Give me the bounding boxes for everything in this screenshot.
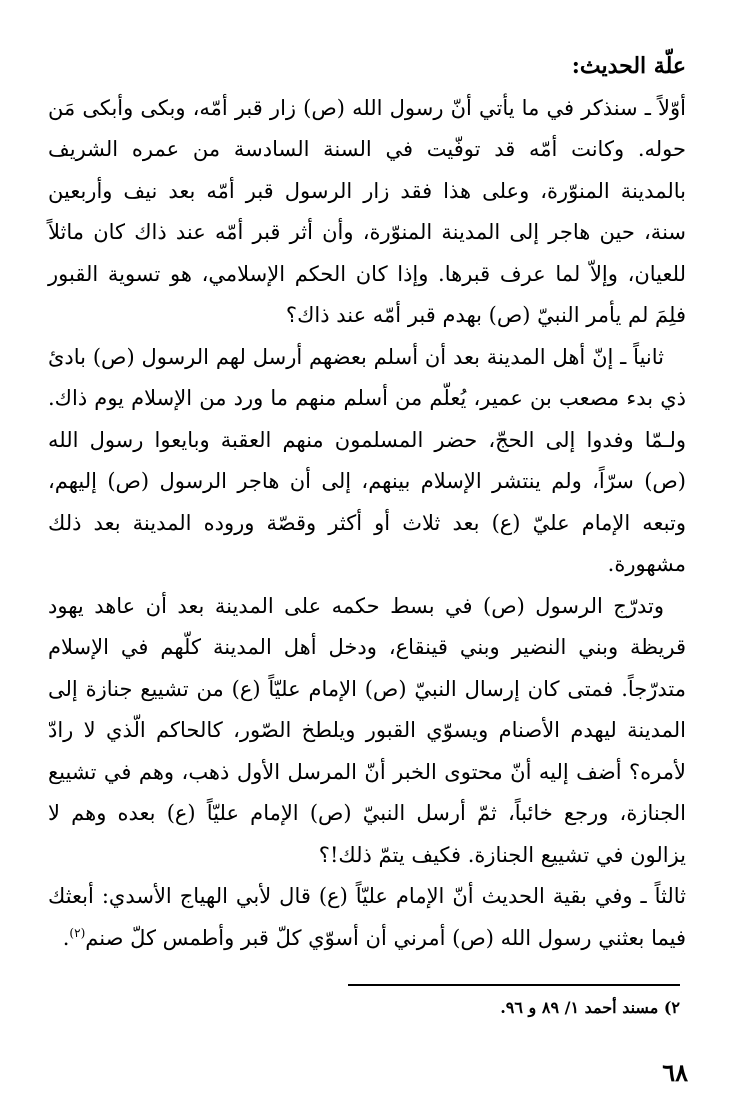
paragraph-fourth (48, 876, 686, 959)
paragraph-second: ثانياً ـ إنّ أهل المدينة بعد أن أسلم بعضهم أرسل لهم الرسول (ص) بادئ ذي بدء مصعب بن عمير، يُعلّم من أسلم منهم ما ورد من الإسلام يوم ذاك. ولـمّا وفدوا إلى الحجّ، حضر المسلمون منهم العقبة وبايعوا رسول الله (ص) سرّاً، ولم ينتشر الإسلام بينهم، إلى أن هاجر الرسول (ص) إليهم، وتبعه الإمام عليّ (ع) بعد ثلاث أو أكثر وقصّة وروده المدينة بعد ذلك مشهورة. (48, 344, 686, 576)
footnote-divider (348, 984, 680, 986)
paragraph-fourth-text: ثالثاً ـ وفي بقية الحديث أنّ الإمام عليّاً (ع) قال لأبي الهياج الأسدي: أبعثك فيما بعثني رسول الله (ص) أمرني أن أسوّي كلّ قبر وأطمس كلّ صنم (48, 884, 686, 950)
footnote: ٢) مسند أحمد ١/ ٨٩ و ٩٦. (500, 998, 680, 1017)
page-number: ٦٨ (662, 1058, 688, 1087)
main-text (48, 46, 686, 959)
paragraph-first: أوّلاً ـ سنذكر في ما يأتي أنّ رسول الله (ص) زار قبر أمّه، وبكى وأبكى مَن حوله. وكانت أمّه قد توفّيت في السنة السادسة من عمره الشريف بالمدينة المنوّرة، وعلى هذا فقد زار الرسول قبر أمّه بعد نيف وأربعين سنة، حين هاجر إلى المدينة المنوّرة، وأن أثر قبر أمّه عند ذاك كان ماثلاً للعيان، وإلاّ لما عرف قبرها. وإذا كان الحكم الإسلامي، هو تسوية القبور فلِمَ لم يأمر النبيّ (ص) بهدم قبر أمّه عند ذاك؟ (48, 95, 686, 327)
final-period: . (62, 925, 70, 950)
footnote-marker: (٢) (69, 925, 86, 940)
section-heading: علّة الحديث: (571, 53, 686, 79)
paragraph-third: وتدرّج الرسول (ص) في بسط حكمه على المدينة بعد أن عاهد يهود قريظة وبني النضير وبني قينقاع، ودخل أهل المدينة كلّهم في الإسلام متدرّجاً. فمتى كان إرسال النبيّ (ص) الإمام عليّاً (ع) من تشييع جنازة إلى المدينة ليهدم الأصنام ويسوّي القبور ويلطخ الصّور، كالحاكم الّذي لا رادّ لأمره؟ أضف إليه أنّ محتوى الخبر أنّ المرسل الأول ذهب، وهم في تشييع الجنازة، ورجع خائباً، ثمّ أرسل النبيّ (ص) الإمام عليّاً (ع) بعده وهم لا يزالون في تشييع الجنازة. فكيف يتمّ ذلك!؟ (48, 593, 686, 867)
